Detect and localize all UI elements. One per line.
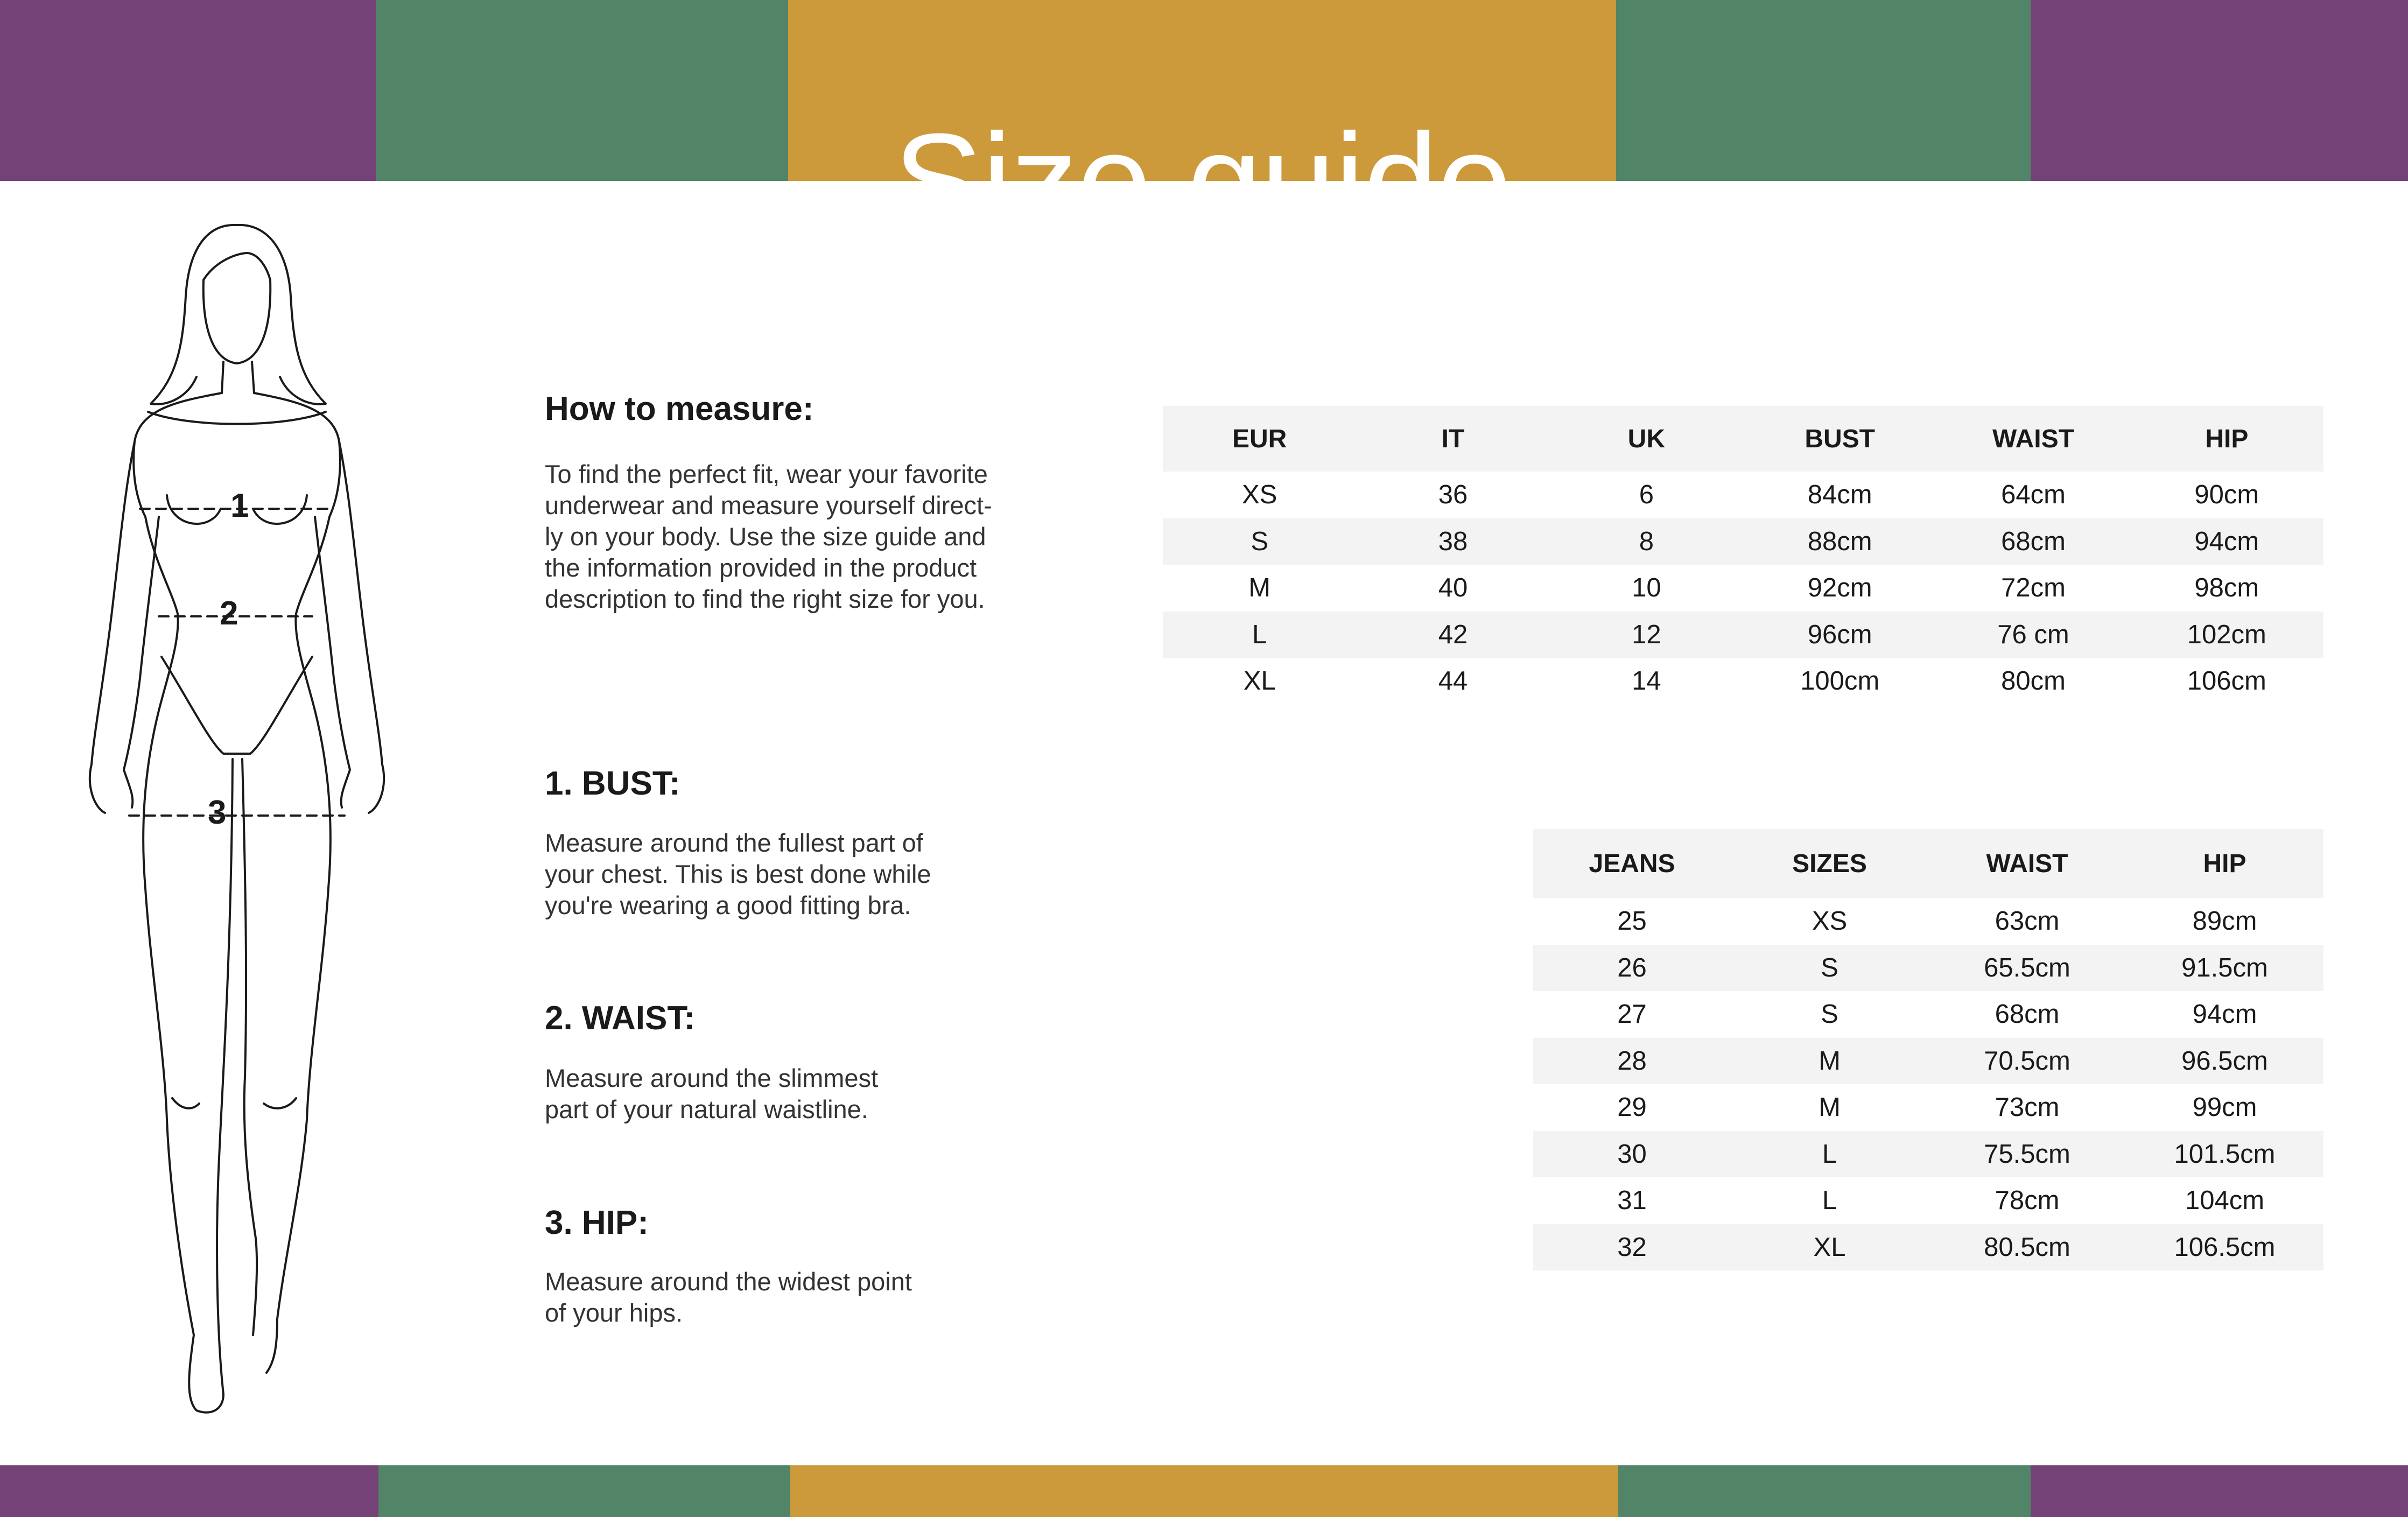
table-row	[1533, 1177, 2323, 1224]
size-table-header-row	[1163, 406, 2323, 472]
table-cell: 30	[1617, 1139, 1647, 1169]
table-cell: 64cm	[2001, 480, 2066, 510]
table-row	[1533, 898, 2323, 945]
table-cell: 31	[1617, 1186, 1647, 1216]
table-cell: 94cm	[2194, 526, 2259, 556]
table-cell: 63cm	[1995, 907, 2060, 936]
band-segment-gold	[790, 1465, 1618, 1517]
table-cell: 80.5cm	[1984, 1232, 2070, 1262]
table-row	[1163, 518, 2323, 565]
table-cell: 68cm	[1995, 1000, 2060, 1029]
table-cell: 72cm	[2001, 573, 2066, 603]
table-cell: L	[1822, 1186, 1837, 1216]
table-row	[1533, 1224, 2323, 1271]
table-cell: S	[1251, 526, 1268, 556]
jeans-table-header-waist: WAIST	[1986, 849, 2068, 878]
table-cell: 76 cm	[1997, 620, 2069, 649]
table-cell: 75.5cm	[1984, 1139, 2070, 1169]
table-cell: 32	[1617, 1232, 1647, 1262]
table-row	[1533, 945, 2323, 992]
table-cell: 26	[1617, 953, 1647, 982]
table-row	[1533, 991, 2323, 1038]
table-cell: 70.5cm	[1984, 1046, 2070, 1076]
table-row	[1163, 612, 2323, 658]
size-table-header-eur: EUR	[1232, 424, 1287, 453]
size-table-header-hip: HIP	[2205, 424, 2249, 453]
table-cell: 68cm	[2001, 526, 2066, 556]
size-table-header-waist: WAIST	[1992, 424, 2074, 453]
table-cell: 12	[1632, 620, 1661, 649]
table-cell: 90cm	[2194, 480, 2259, 510]
hip-text: Measure around the widest point of your hips.	[545, 1267, 912, 1327]
table-cell: 94cm	[2192, 1000, 2257, 1029]
bust-mark-label: 1	[230, 487, 249, 524]
table-cell: 27	[1617, 1000, 1647, 1029]
table-cell: 102cm	[2187, 620, 2266, 649]
waist-mark-label: 2	[220, 595, 238, 632]
table-row	[1163, 658, 2323, 705]
table-cell: 100cm	[1800, 666, 1880, 696]
jeans-table-header-hip: HIP	[2203, 849, 2246, 878]
bust-heading: 1. BUST:	[545, 765, 680, 802]
table-cell: 92cm	[1807, 573, 1872, 603]
table-cell: 36	[1438, 480, 1468, 510]
band-segment-purple	[0, 1465, 378, 1517]
how-to-measure-heading: How to measure:	[545, 390, 814, 427]
table-cell: 106.5cm	[2174, 1232, 2276, 1262]
table-row	[1533, 1084, 2323, 1131]
table-cell: 10	[1632, 573, 1661, 603]
hip-heading: 3. HIP:	[545, 1204, 649, 1241]
waist-heading: 2. WAIST:	[545, 1000, 696, 1037]
table-row	[1163, 472, 2323, 518]
table-row	[1533, 1038, 2323, 1085]
band-segment-green	[1616, 0, 2031, 181]
table-cell: 29	[1617, 1093, 1647, 1122]
table-cell: 65.5cm	[1984, 953, 2070, 982]
table-cell: 28	[1617, 1046, 1647, 1076]
table-cell: 99cm	[2192, 1093, 2257, 1122]
table-cell: 40	[1438, 573, 1468, 603]
table-cell: 91.5cm	[2181, 953, 2268, 982]
band-segment-green	[1618, 1465, 2031, 1517]
table-cell: 42	[1438, 620, 1468, 649]
size-table-header-it: IT	[1441, 424, 1465, 453]
band-segment-purple	[0, 0, 376, 181]
table-cell: L	[1252, 620, 1267, 649]
bottom-color-band	[0, 1465, 2408, 1517]
table-cell: XS	[1812, 907, 1848, 936]
size-table-header-bust: BUST	[1805, 424, 1875, 453]
table-cell: 38	[1438, 526, 1468, 556]
table-cell: S	[1821, 1000, 1838, 1029]
hip-mark-label: 3	[208, 794, 227, 831]
band-segment-purple	[2031, 0, 2408, 181]
table-row	[1533, 1131, 2323, 1178]
size-table-header-uk: UK	[1627, 424, 1665, 453]
table-cell: S	[1821, 953, 1838, 982]
table-cell: XL	[1243, 666, 1276, 696]
jeans-table-header-row	[1533, 829, 2323, 898]
table-cell: M	[1819, 1046, 1841, 1076]
table-cell: M	[1819, 1093, 1841, 1122]
table-cell: 73cm	[1995, 1093, 2060, 1122]
table-cell: 80cm	[2001, 666, 2066, 696]
table-cell: 84cm	[1807, 480, 1872, 510]
table-cell: XL	[1813, 1232, 1846, 1262]
band-segment-green	[378, 1465, 790, 1517]
table-cell: 89cm	[2192, 907, 2257, 936]
table-cell: 78cm	[1995, 1186, 2060, 1216]
table-cell: 88cm	[1807, 526, 1872, 556]
jeans-size-table	[1533, 829, 2323, 1270]
table-row	[1163, 565, 2323, 612]
page-title: Size guide	[893, 105, 1511, 256]
table-cell: 98cm	[2194, 573, 2259, 603]
table-cell: 25	[1617, 907, 1647, 936]
waist-text: Measure around the slimmest part of your natural waistline.	[545, 1064, 879, 1123]
table-cell: 14	[1632, 666, 1661, 696]
size-table	[1163, 406, 2323, 705]
jeans-table-header-sizes: SIZES	[1792, 849, 1867, 878]
jeans-table-header-jeans: JEANS	[1589, 849, 1675, 878]
table-cell: 96cm	[1807, 620, 1872, 649]
table-cell: M	[1248, 573, 1271, 603]
table-cell: 44	[1438, 666, 1468, 696]
table-cell: 96.5cm	[2181, 1046, 2268, 1076]
band-segment-green	[376, 0, 788, 181]
band-segment-purple	[2031, 1465, 2408, 1517]
table-cell: L	[1822, 1139, 1837, 1169]
table-cell: XS	[1241, 480, 1277, 510]
body-outline-icon	[81, 215, 431, 1453]
how-to-measure-text: To find the perfect fit, wear your favorite underwear and measure yourself direct- ly on your body. Use the size guide and the information provided in the product description to find the right size for you.	[545, 460, 992, 613]
table-cell: 101.5cm	[2174, 1139, 2276, 1169]
table-cell: 6	[1639, 480, 1654, 510]
table-cell: 104cm	[2185, 1186, 2265, 1216]
bust-text: Measure around the fullest part of your chest. This is best done while you're wearing a good fitting bra.	[545, 828, 931, 919]
table-cell: 106cm	[2187, 666, 2266, 696]
table-cell: 8	[1639, 526, 1654, 556]
